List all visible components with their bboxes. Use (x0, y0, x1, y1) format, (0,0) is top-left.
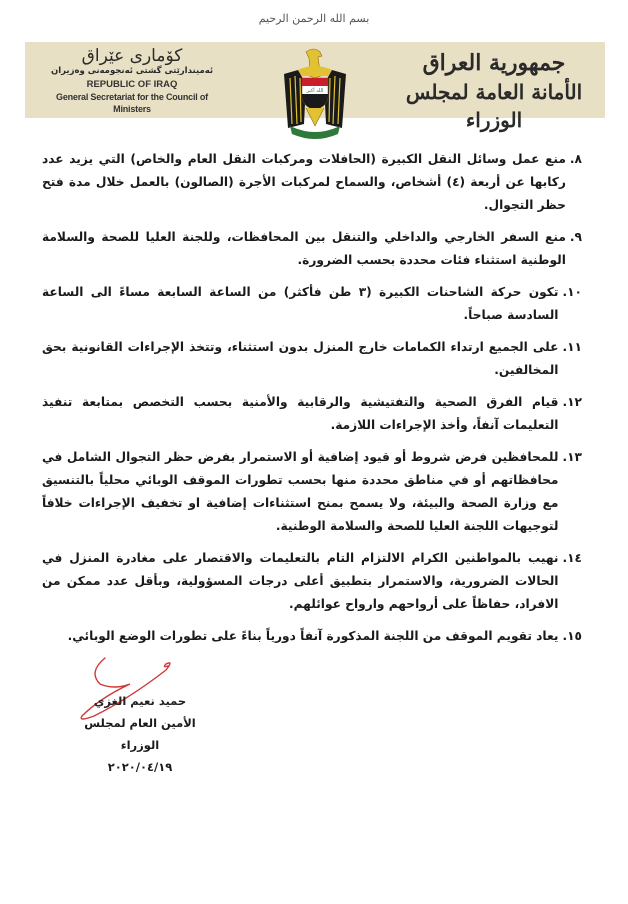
item-text: على الجميع ارتداء الكمامات خارج المنزل بدون استثناء، وتتخذ الإجراءات القانونية بحق المخالفين. (42, 340, 559, 377)
item-number: ١٠. (562, 285, 582, 299)
signatory-title: الأمين العام لمجلس الوزراء (84, 716, 196, 752)
emblem-scroll (290, 126, 340, 139)
letterhead-left (37, 46, 227, 115)
item-text: قيام الفرق الصحية والتفتيشية والرقابية والأمنية بحسب التخصص بمتابعة تنفيذ التعليمات آنفاً، وأخذ الإجراءات اللازمة. (42, 395, 559, 432)
item-text: منع السفر الخارجي والداخلي والتنقل بين المحافظات، وللجنة العليا للصحة والسلامة الوطنية استثناء فئات محددة بحسب الضرورة. (42, 230, 566, 267)
list-item (42, 336, 582, 382)
list-item (42, 391, 582, 437)
item-number: ٩. (569, 230, 582, 244)
arabic-subtitle: الأمانة العامة لمجلس الوزراء (405, 80, 583, 132)
item-text: تكون حركة الشاحنات الكبيرة (٣ طن فأكثر) من الساعة السابعة مساءً الى الساعة السادسة صباحاً. (42, 285, 559, 322)
kurdish-title: كۆماری عێراق (81, 46, 183, 66)
list-item (42, 547, 582, 616)
signature-block (70, 690, 210, 778)
kurdish-subtitle: ئەمیندارێتی گشتی ئەنجومەنی وەزیران (50, 66, 214, 76)
item-number: ١٣. (562, 450, 582, 464)
arabic-title: جمهورية العراق (422, 50, 566, 76)
item-number: ٨. (569, 152, 582, 166)
item-number: ١١. (562, 340, 582, 354)
basmala: بسم الله الرحمن الرحيم (258, 12, 370, 25)
item-text: يعاد تقويم الموقف من اللجنة المذكورة آنفاً دورياً بناءً على تطورات الوضع الوبائي. (67, 629, 559, 643)
english-subtitle: General Secretariat for the Council of Ministers (56, 92, 208, 114)
document-date: ٢٠٢٠/٠٤/١٩ (107, 760, 173, 774)
item-number: ١٥. (562, 629, 582, 643)
decree-items (42, 148, 582, 657)
item-text: للمحافظين فرض شروط أو قيود إضافية أو الاستمرار بفرض حظر التجوال الشامل في محافظاتهم أو في مناطق محددة منها بحسب تطورات الموقف الوبائي محلياً بالتنسيق مع وزارة الصحة والبيئة، ولا يسمح بمنح استثناءات إضافية او تخفيف الإجراءات خلافاً لتوجيهات اللجنة العليا للصحة والسلامة الوطنية. (42, 450, 559, 533)
list-item (42, 625, 582, 648)
list-item (42, 226, 582, 272)
iraq-eagle-emblem-icon (276, 44, 354, 142)
item-number: ١٢. (562, 395, 582, 409)
svg-text:الله أكبر: الله أكبر (306, 88, 324, 94)
item-text: منع عمل وسائل النقل الكبيرة (الحافلات ومركبات النقل العام والخاص) التي يزيد عدد ركابها عن أربعة (٤) أشخاص، والسماح لمركبات الأجرة (الصالون) بالعمل خلال مدة فتح حظر التجوال. (42, 152, 566, 212)
signatory-name: حميد نعيم الغزي (93, 694, 187, 708)
letterhead-right (399, 48, 589, 134)
item-text: نهيب بالمواطنين الكرام الالتزام التام بالتعليمات والاقتصار على مغادرة المنزل في الحالات الضرورية، والاستمرار بتطبيق أعلى درجات المسؤولية، وبأقل عدد ممكن من الافراد، حفاظاً على أرواحهم وارواح عوائلهم. (42, 551, 559, 611)
list-item (42, 148, 582, 217)
english-title: REPUBLIC OF IRAQ (86, 79, 178, 90)
list-item (42, 281, 582, 327)
list-item (42, 446, 582, 538)
item-number: ١٤. (562, 551, 582, 565)
